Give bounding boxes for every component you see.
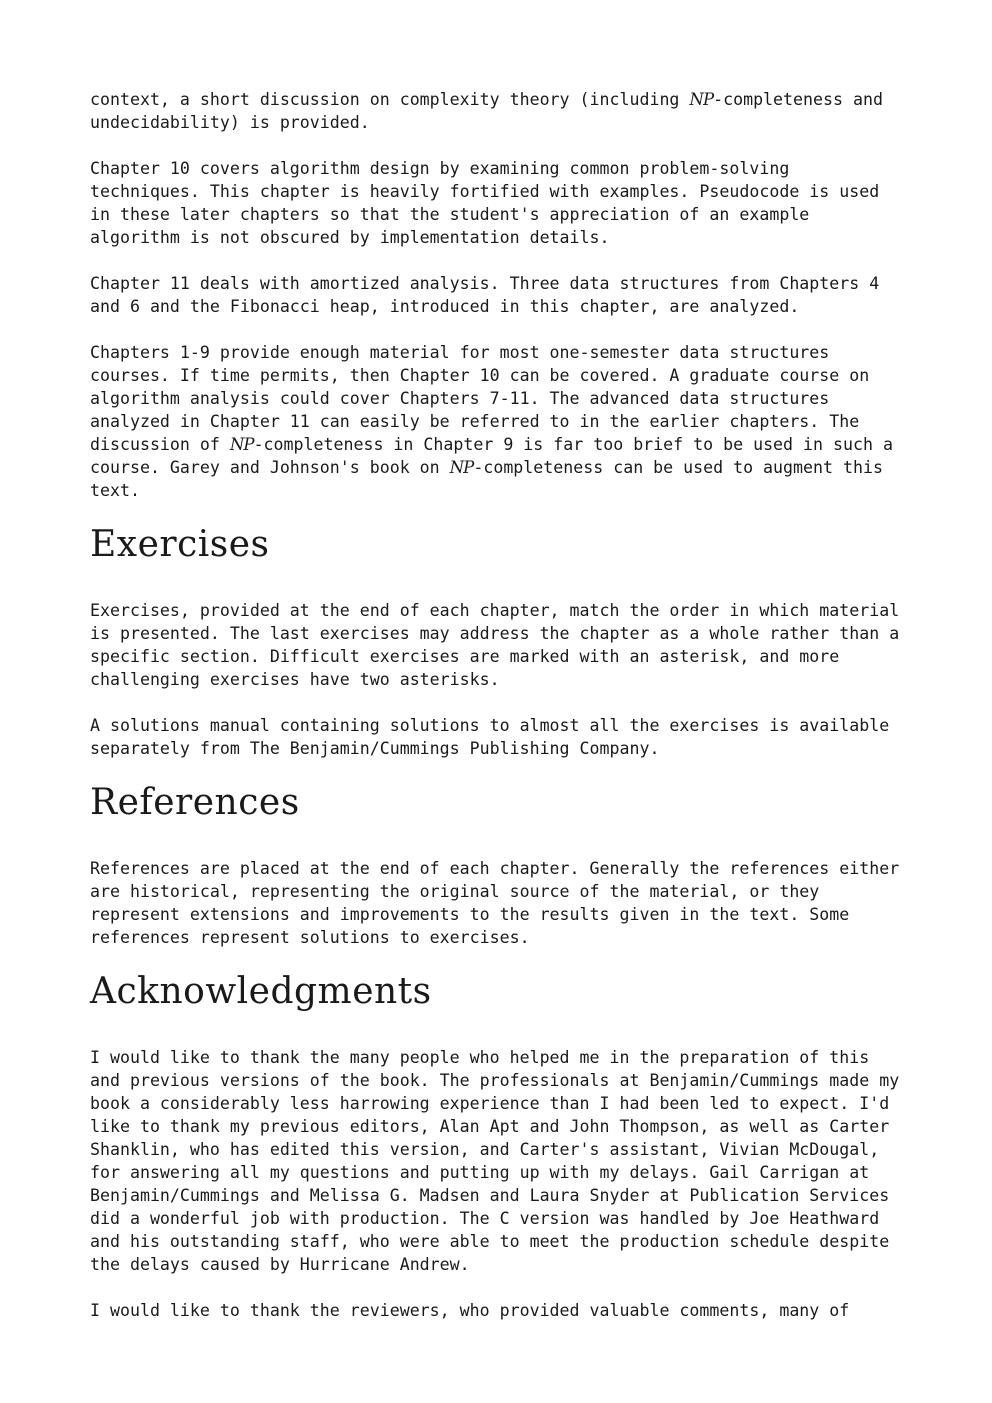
text-line: I would like to thank the reviewers, who provided valuable comments, many of [90,1301,850,1320]
text-line: are historical, representing the original source of the material, or they [90,882,820,901]
text-line: algorithm is not obscured by implementation details. [90,228,610,247]
np-term: NP [449,458,474,477]
text-fragment: course. Garey and Johnson's book on [90,458,450,477]
text-line: is presented. The last exercises may address the chapter as a whole rather than a [90,624,900,643]
section-heading-acknowledgments: Acknowledgments [90,971,432,1012]
np-term: NP [229,435,254,454]
text-line: references represent solutions to exercises. [90,928,530,947]
text-line: undecidability) is provided. [90,113,370,132]
text-fragment: -completeness can be used to augment this [473,458,883,477]
text-line: and his outstanding staff, who were able to meet the production schedule despite [90,1232,890,1251]
paragraph-reviewers [90,1299,920,1322]
paragraph-chapter-10 [90,157,920,249]
text-line: did a wonderful job with production. The C version was handled by Joe Heathward [90,1209,880,1228]
text-line: the delays caused by Hurricane Andrew. [90,1255,470,1274]
np-term: NP [689,90,714,109]
text-line: book a considerably less harrowing experience than I had been led to expect. I'd [90,1094,890,1113]
paragraph-acknowledgments [90,1046,920,1276]
document-page [90,88,920,1345]
text-line: specific section. Difficult exercises are marked with an asterisk, and more [90,647,840,666]
text-line: text. [90,481,140,500]
text-line [90,456,920,479]
text-line: Benjamin/Cummings and Melissa G. Madsen and Laura Snyder at Publication Services [90,1186,890,1205]
text-line: Chapter 11 deals with amortized analysis. Three data structures from Chapters 4 [90,274,880,293]
text-fragment: discussion of [90,435,230,454]
paragraph-references [90,857,920,949]
text-line: in these later chapters so that the student's appreciation of an example [90,205,810,224]
text-line: represent extensions and improvements to the results given in the text. Some [90,905,850,924]
paragraph-course-usage [90,341,920,502]
text-fragment: context, a short discussion on complexity theory (including [90,90,690,109]
text-line: I would like to thank the many people who helped me in the preparation of this [90,1048,870,1067]
text-line: and previous versions of the book. The professionals at Benjamin/Cummings made my [90,1071,900,1090]
text-line [90,88,920,111]
text-line: analyzed in Chapter 11 can easily be referred to in the earlier chapters. The [90,412,860,431]
text-line: References are placed at the end of each chapter. Generally the references either [90,859,900,878]
text-line: Shanklin, who has edited this version, and Carter's assistant, Vivian McDougal, [90,1140,880,1159]
text-fragment: -completeness in Chapter 9 is far too brief to be used in such a [253,435,893,454]
text-line: Chapter 10 covers algorithm design by examining common problem-solving [90,159,790,178]
text-line: Chapters 1-9 provide enough material for most one-semester data structures [90,343,830,362]
text-line: A solutions manual containing solutions to almost all the exercises is available [90,716,890,735]
text-line: Exercises, provided at the end of each chapter, match the order in which material [90,601,900,620]
paragraph-complexity [90,88,920,134]
paragraph-exercises [90,599,920,691]
text-line: for answering all my questions and putting up with my delays. Gail Carrigan at [90,1163,870,1182]
text-line [90,433,920,456]
text-line: courses. If time permits, then Chapter 10 can be covered. A graduate course on [90,366,870,385]
section-heading-exercises: Exercises [90,524,270,565]
text-line: and 6 and the Fibonacci heap, introduced in this chapter, are analyzed. [90,297,800,316]
text-fragment: -completeness and [713,90,883,109]
paragraph-solutions-manual [90,714,920,760]
text-line: algorithm analysis could cover Chapters 7-11. The advanced data structures [90,389,830,408]
paragraph-chapter-11 [90,272,920,318]
text-line: techniques. This chapter is heavily fortified with examples. Pseudocode is used [90,182,880,201]
text-line: challenging exercises have two asterisks. [90,670,500,689]
text-line: like to thank my previous editors, Alan Apt and John Thompson, as well as Carter [90,1117,890,1136]
text-line: separately from The Benjamin/Cummings Publishing Company. [90,739,660,758]
section-heading-references: References [90,782,300,823]
